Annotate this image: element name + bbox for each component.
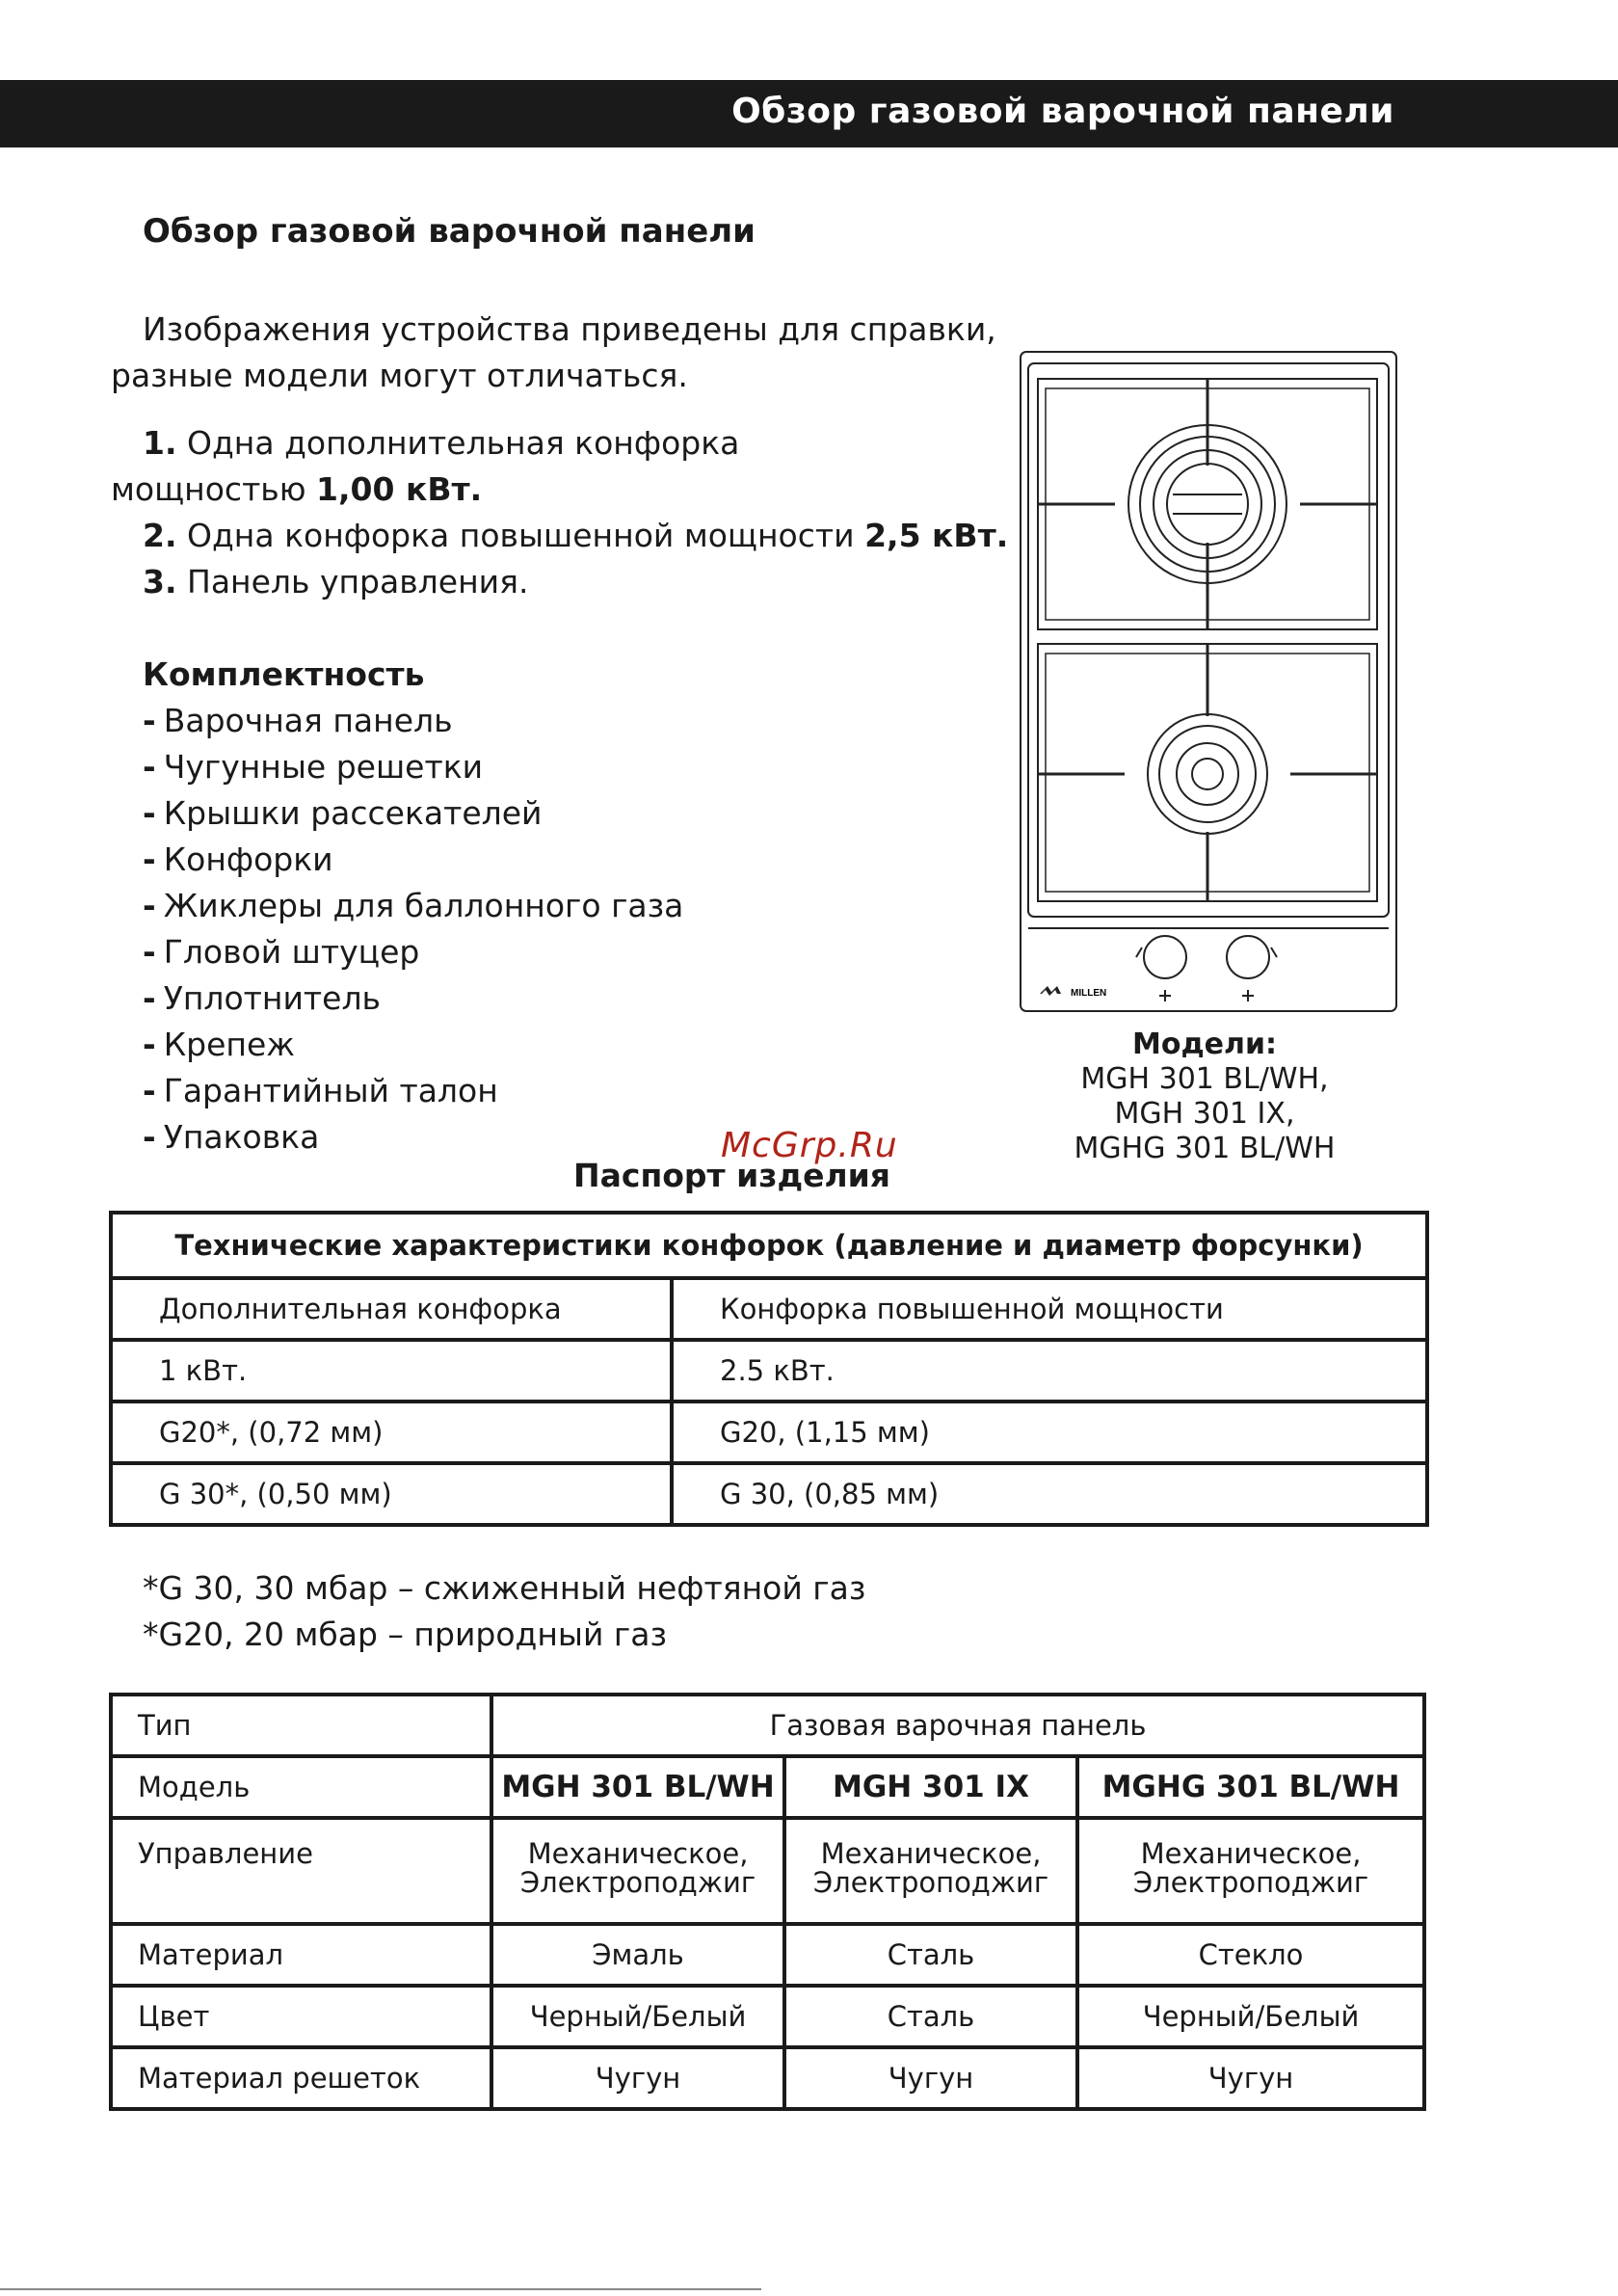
feature-1: 1. Одна дополнительная конфорка bbox=[143, 424, 740, 462]
model-cell: MGH 301 IX bbox=[784, 1756, 1077, 1818]
table-cell: 2.5 кВт. bbox=[672, 1340, 1427, 1402]
color-cell: Черный/Белый bbox=[1077, 1986, 1424, 2047]
gas-notes bbox=[143, 1565, 865, 1658]
features-list bbox=[111, 420, 1017, 605]
control-cell: Механическое, Электроподжиг bbox=[491, 1818, 784, 1924]
list-item: - Гловой штуцер bbox=[143, 933, 420, 971]
type-value: Газовая варочная панель bbox=[491, 1695, 1424, 1756]
list-item: - Гарантийный талон bbox=[143, 1072, 498, 1109]
grate-cell: Чугун bbox=[784, 2047, 1077, 2109]
models-title: Модели: bbox=[1131, 1028, 1278, 1061]
passport-title: Паспорт изделия bbox=[573, 1157, 890, 1194]
note-1: *G 30, 30 мбар – сжиженный нефтяной газ bbox=[143, 1569, 866, 1607]
type-label: Тип bbox=[111, 1695, 491, 1756]
color-cell: Черный/Белый bbox=[491, 1986, 784, 2047]
material-cell: Эмаль bbox=[491, 1924, 784, 1986]
material-cell: Сталь bbox=[784, 1924, 1077, 1986]
burner-col-1: Дополнительная конфорка bbox=[111, 1278, 672, 1340]
section-title: Обзор газовой варочной панели bbox=[143, 212, 756, 251]
intro-text bbox=[111, 307, 1007, 399]
feature-2: 2. Одна конфорка повышенной мощности 2,5 кВт. bbox=[143, 517, 1009, 554]
model-label: Модель bbox=[111, 1756, 491, 1818]
grate-label: Материал решеток bbox=[111, 2047, 491, 2109]
model-cell: MGHG 301 BL/WH bbox=[1077, 1756, 1424, 1818]
header-title: Обзор газовой варочной панели bbox=[731, 92, 1394, 131]
models-caption bbox=[1050, 1028, 1359, 1166]
model-line-3: MGHG 301 BL/WH bbox=[1074, 1132, 1336, 1165]
watermark: McGrp.Ru bbox=[721, 1126, 898, 1165]
list-item: - Конфорки bbox=[143, 841, 333, 878]
feature-1-cont: мощностью 1,00 кВт. bbox=[111, 470, 483, 508]
feature-3: 3. Панель управления. bbox=[143, 563, 529, 601]
burner-table-header: Технические характеристики конфорок (давление и диаметр форсунки) bbox=[111, 1213, 1427, 1278]
note-2: *G20, 20 мбар – природный газ bbox=[143, 1615, 668, 1653]
spec-table bbox=[109, 1693, 1426, 2111]
control-cell: Механическое, Электроподжиг bbox=[784, 1818, 1077, 1924]
model-line-1: MGH 301 BL/WH, bbox=[1080, 1062, 1329, 1096]
hob-illustration bbox=[1019, 350, 1398, 1015]
page-bottom-line bbox=[0, 2288, 761, 2290]
table-cell: G 30*, (0,50 мм) bbox=[111, 1463, 672, 1525]
list-item: - Уплотнитель bbox=[143, 979, 381, 1017]
list-item: - Крышки рассекателей bbox=[143, 794, 543, 832]
model-line-2: MGH 301 IX, bbox=[1114, 1097, 1295, 1131]
grate-cell: Чугун bbox=[1077, 2047, 1424, 2109]
brand-label: MILLEN bbox=[1071, 988, 1107, 999]
control-cell: Механическое, Электроподжиг bbox=[1077, 1818, 1424, 1924]
table-cell: G20, (1,15 мм) bbox=[672, 1402, 1427, 1463]
model-cell: MGH 301 BL/WH bbox=[491, 1756, 784, 1818]
kit-list bbox=[143, 652, 683, 1161]
list-item: - Жиклеры для баллонного газа bbox=[143, 887, 684, 924]
table-cell: G20*, (0,72 мм) bbox=[111, 1402, 672, 1463]
knob-left bbox=[1144, 936, 1186, 978]
kit-title: Комплектность bbox=[143, 655, 425, 693]
burner-col-2: Конфорка повышенной мощности bbox=[672, 1278, 1427, 1340]
list-item: - Крепеж bbox=[143, 1026, 295, 1063]
material-label: Материал bbox=[111, 1924, 491, 1986]
millen-logo-icon bbox=[1040, 986, 1061, 996]
intro-line-1: Изображения устройства приведены для справки, bbox=[143, 310, 996, 348]
list-item: - Чугунные решетки bbox=[143, 748, 484, 786]
table-cell: G 30, (0,85 мм) bbox=[672, 1463, 1427, 1525]
knob-right bbox=[1227, 936, 1269, 978]
list-item: - Упаковка bbox=[143, 1118, 320, 1156]
burner-table bbox=[109, 1211, 1429, 1527]
kit-items bbox=[143, 698, 683, 1161]
color-cell: Сталь bbox=[784, 1986, 1077, 2047]
burner-small bbox=[1148, 714, 1267, 834]
intro-line-2: разные модели могут отличаться. bbox=[111, 357, 688, 394]
material-cell: Стекло bbox=[1077, 1924, 1424, 1986]
list-item: - Варочная панель bbox=[143, 702, 453, 739]
control-label: Управление bbox=[111, 1818, 491, 1924]
grate-cell: Чугун bbox=[491, 2047, 784, 2109]
table-cell: 1 кВт. bbox=[111, 1340, 672, 1402]
header-bar bbox=[0, 80, 1618, 147]
color-label: Цвет bbox=[111, 1986, 491, 2047]
